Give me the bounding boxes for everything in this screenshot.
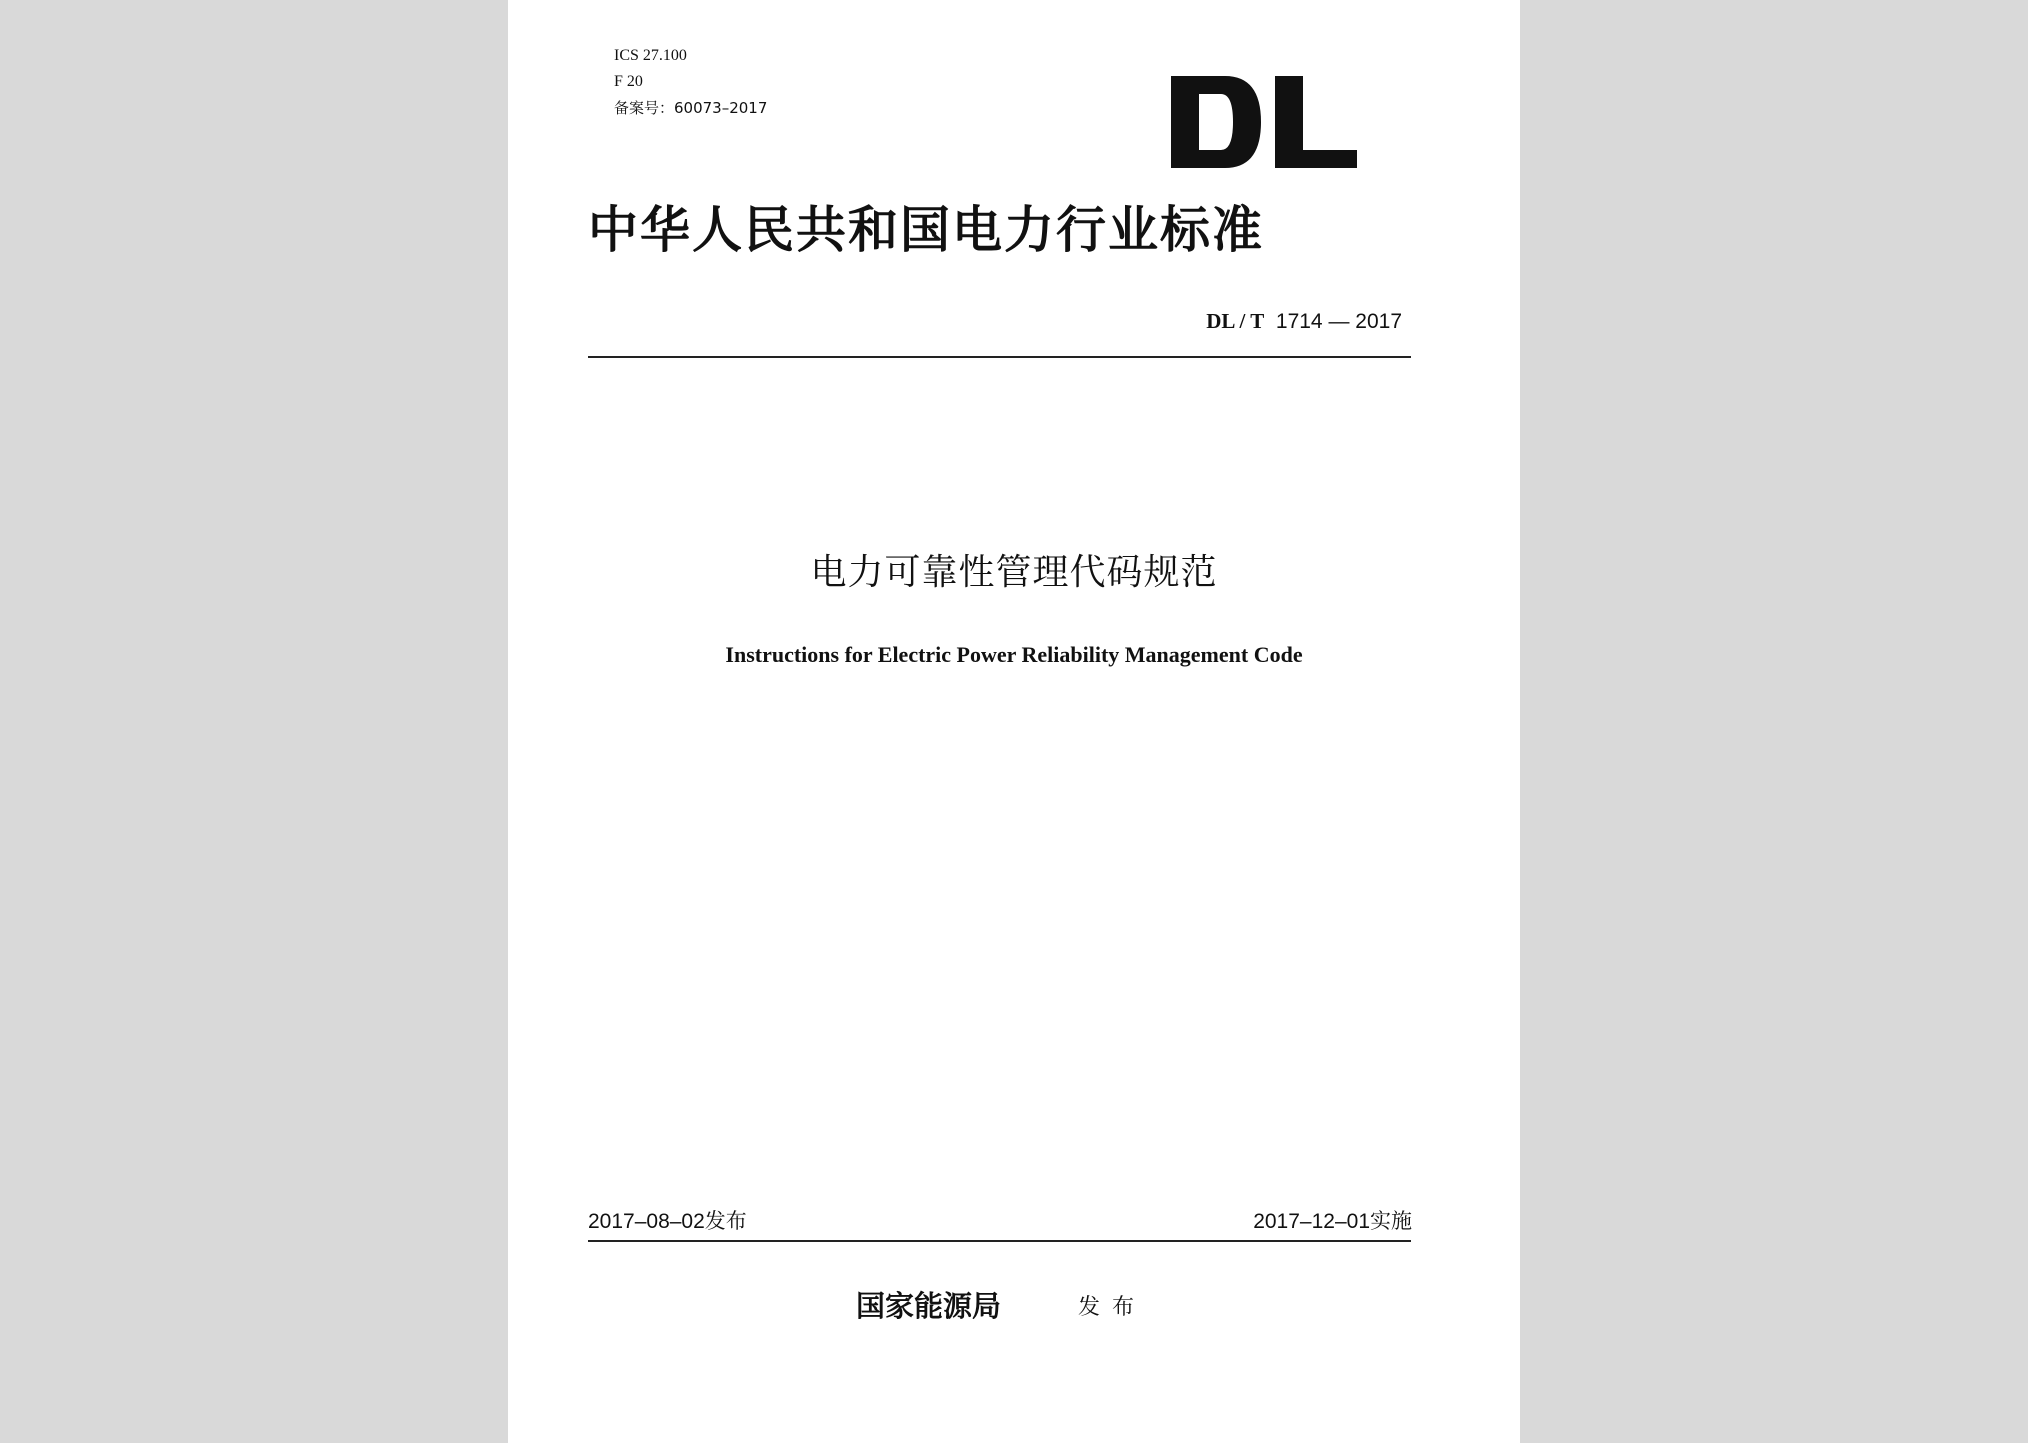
issue-date: 2017–08–02发布 [588,1210,747,1233]
document-title-en: Instructions for Electric Power Reliability Management Code [725,642,1303,667]
dl-logo [1163,72,1363,172]
standard-prefix: DL / T [1206,309,1265,333]
ics-code: ICS 27.100 [614,47,687,64]
header-divider [588,356,1411,358]
document-page [508,0,1520,1443]
record-number: 备案号：60073–2017 [614,99,768,117]
footer-divider [588,1240,1411,1242]
implementation-date: 2017–12–01实施 [1253,1210,1412,1233]
issue-label: 发布 [1078,1295,1147,1320]
classification-code: F 20 [614,73,643,90]
issuer-name: 国家能源局 [856,1289,1002,1323]
standard-number: 1714 — 2017 [1275,310,1402,333]
document-title-cn: 电力可靠性管理代码规范 [810,552,1218,593]
standard-code [1206,308,1402,335]
organization-title: 中华人民共和国电力行业标准 [588,200,1264,259]
